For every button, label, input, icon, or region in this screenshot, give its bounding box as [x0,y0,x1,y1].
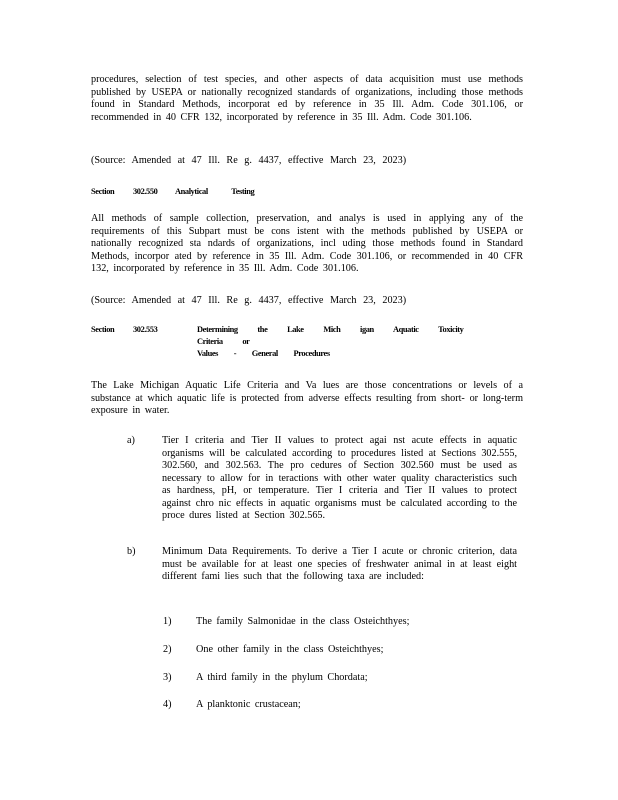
source-note-1: (Source: Amended at 47 Ill. Re g. 4437, effective March 23, 2023) [91,155,407,166]
sub-item-4 [163,699,503,712]
sub-label: 1) [163,616,172,627]
list-text: Tier I criteria and Tier II values to protect agai nst acute effects in aquatic organisms will be calculated according to procedures listed at Sections 302.555, 302.560, and 302.563. The pro cedures of Section 302.560 must be used as necessary to allow for in teractions with other water quality characteristics such as hardness, pH, or temperature. Tier I criteria and Tier II values to protect against chro nic effects in aquatic organisms must be calculated according to the proce dures listed at Section 302.565. [162,435,517,521]
sub-item-3 [163,672,503,685]
section-heading-302-553 [91,324,511,360]
sub-label: 3) [163,672,172,683]
sub-item-1 [163,616,503,629]
paragraph-procedures: procedures, selection of test species, and other aspects of data acquisition must use methods published by USEPA or nationally recognized standards of organizations, including those methods found in Standard Methods, incorporat ed by reference in 35 Ill. Adm. Code 301.106, or recommended in 40 CFR 132, incorporated by reference in 35 Ill. Adm. Code 301.106. [91,74,523,123]
list-text: Minimum Data Requirements. To derive a Tier I acute or chronic criterion, data must be available for at least one species of freshwater animal in at least eight different fami lies such that the following taxa are included: [162,546,517,582]
section-title [197,324,497,360]
list-label: a) [127,435,135,446]
section-heading-302-550 [91,186,511,198]
section-label: Section [91,187,115,196]
list-item-a [127,435,517,523]
sub-text: A planktonic crustacean; [196,699,301,710]
list-item-b [127,546,517,584]
section-number: 302.553 [133,325,158,334]
paragraph-analytical-testing: All methods of sample collection, preservation, and analys is used in applying any of the requirements of this Subpart must be cons istent with the methods published by USEPA or nationally recognized sta ndards of organizations, incl uding those methods found in Standard Methods, incorpor ated by reference in 35 Ill. Adm. Code 301.106, or recommended in 40 CFR 132, incorporated by reference in 35 Ill. Adm. Code 301.106. [91,213,523,274]
list-label: b) [127,546,136,557]
sub-item-2 [163,644,503,657]
sub-text: The family Salmonidae in the class Osteichthyes; [196,616,410,627]
section-title-line-1: Determining the Lake Mich igan Aquatic Toxicity Criteria or [197,325,464,346]
sub-text: A third family in the phylum Chordata; [196,672,368,683]
sub-label: 2) [163,644,172,655]
section-number: 302.550 [133,187,158,196]
sub-label: 4) [163,699,172,710]
section-title: Analytical Testing [175,187,255,196]
sub-text: One other family in the class Osteichthyes; [196,644,384,655]
section-title-line-2: Values - General Procedures [197,349,330,358]
paragraph-criteria-definition: The Lake Michigan Aquatic Life Criteria and Va lues are those concentrations or levels of a substance at which aquatic life is protected from adverse effects resulting from short- or long-term exposure in water. [91,380,523,416]
section-label: Section [91,325,115,334]
source-note-2: (Source: Amended at 47 Ill. Re g. 4437, effective March 23, 2023) [91,295,407,306]
